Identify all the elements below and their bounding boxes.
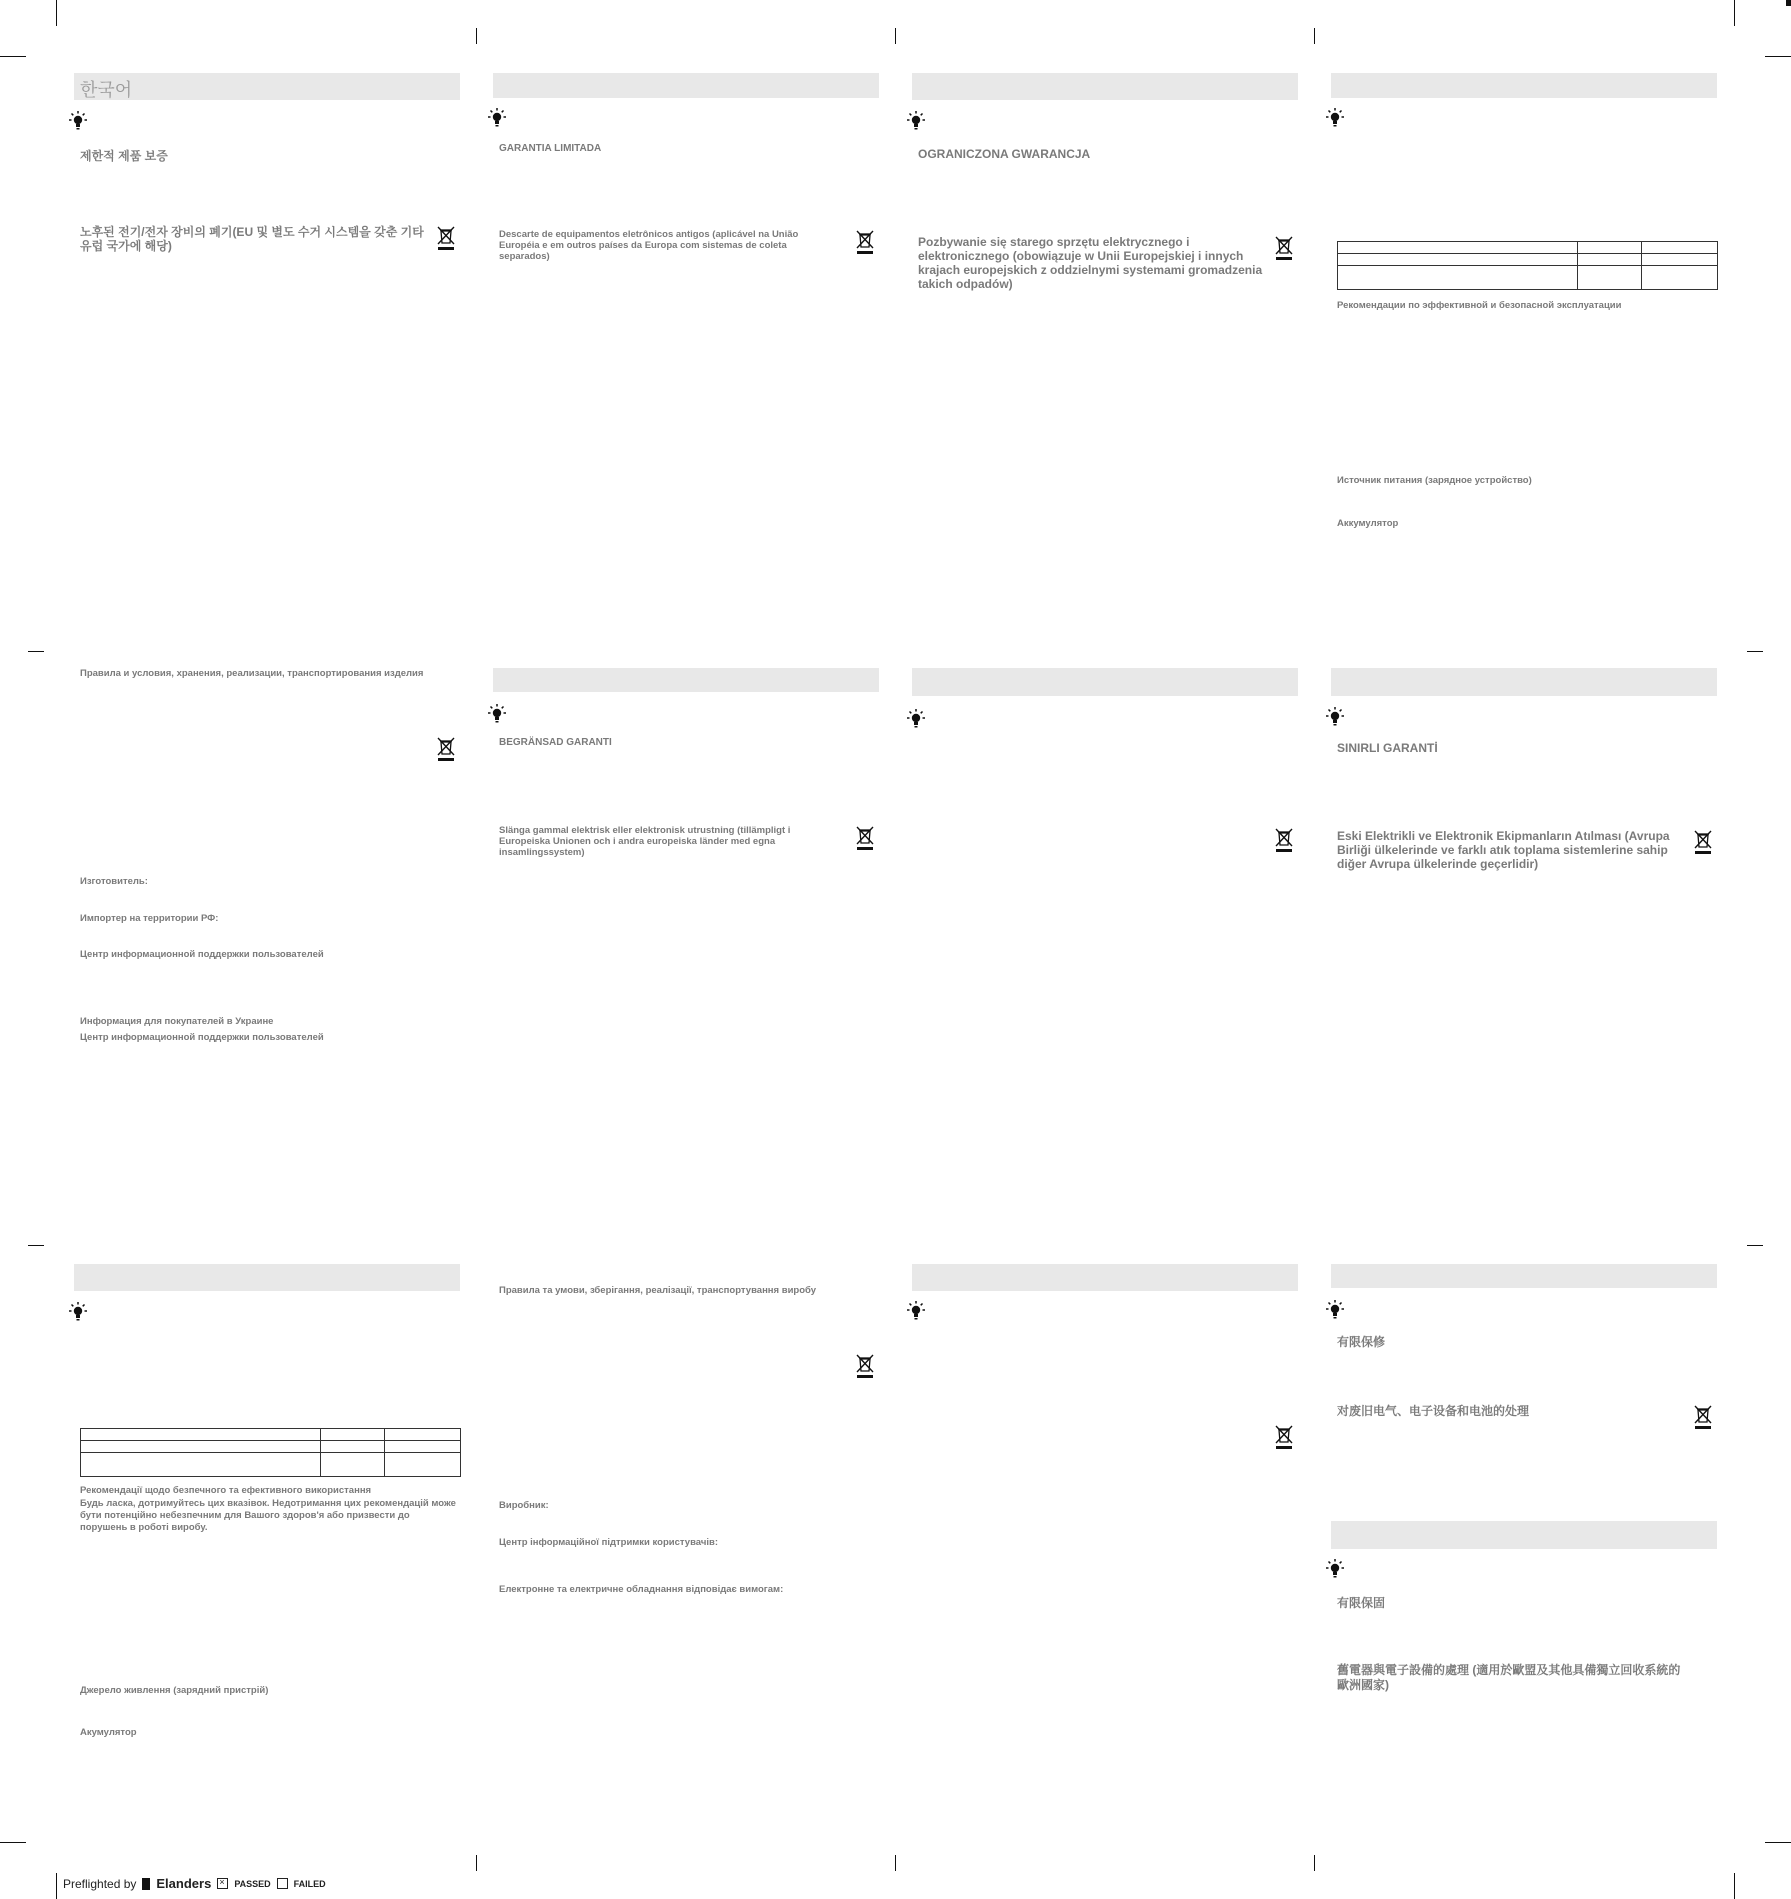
weee-bin-icon [1274, 827, 1294, 853]
disposal-title: Pozbywanie się starego sprzętu elektrycznego i elektronicznego (obowiązuje w Unii Europejskiej i innych krajach europejskich z oddzielnymi systemami gromadzenia takich odpadów) [918, 235, 1263, 291]
disposal-title: Slänga gammal elektrisk eller elektronisk utrustning (tillämpligt i Europeiska Unionen och i andra europeiska länder med egna insamlingssystem) [499, 825, 791, 858]
failed-label: FAILED [293, 1878, 326, 1889]
weee-bin-icon [855, 1353, 875, 1379]
section-header-ukrainian [74, 1264, 460, 1291]
lightbulb-icon [487, 107, 507, 129]
lightbulb-icon [1325, 706, 1345, 728]
disposal-title-simplified: 对废旧电气、电子设备和电池的处理 [1337, 1404, 1530, 1418]
lightbulb-icon [1325, 1299, 1345, 1321]
importer-label: Импортер на территории РФ: [80, 913, 219, 924]
power-source-title: Источник питания (зарядное устройство) [1337, 475, 1532, 486]
passed-checkbox: × [217, 1878, 228, 1889]
recommendations-body: Будь ласка, дотримуйтесь цих вказівок. Недотримання цих рекомендацій може бути потенційно небезпечним для Вашого здоров'я або призвести до порушень в роботі виробу. [80, 1498, 456, 1533]
support-center-label-2: Центр информационной поддержки пользователей [80, 1032, 324, 1043]
brand-name: Elanders [156, 1876, 212, 1891]
storage-rules-title: Правила та умови, зберігання, реалізації, транспортування виробу [499, 1285, 817, 1296]
weee-bin-icon [855, 229, 875, 255]
spec-table [80, 1428, 461, 1477]
weee-bin-icon [436, 225, 456, 251]
section-header-polish [912, 73, 1298, 100]
lightbulb-icon [1325, 1558, 1345, 1580]
disposal-title: Descarte de equipamentos eletrônicos antigos (aplicável na União Européia e em outros países da Europa com sistemas de coleta separados) [499, 229, 799, 262]
section-header-korean: 한국어 [74, 73, 460, 100]
spec-table [1337, 241, 1718, 290]
lightbulb-icon [906, 708, 926, 730]
lightbulb-icon [68, 1301, 88, 1323]
weee-bin-icon [436, 736, 456, 762]
weee-bin-icon [1274, 1424, 1294, 1450]
elanders-logo-icon [142, 1878, 150, 1890]
recommendations-title: Рекомендації щодо безпечного та ефективного використання [80, 1485, 372, 1496]
warranty-title-simplified: 有限保修 [1337, 1335, 1386, 1349]
lightbulb-icon [1325, 107, 1345, 129]
warranty-title-traditional: 有限保固 [1337, 1596, 1386, 1610]
warranty-title: GARANTIA LIMITADA [499, 143, 602, 154]
section-header-swedish [493, 668, 879, 692]
lightbulb-icon [487, 703, 507, 725]
preflight-footer [63, 1876, 326, 1891]
battery-title: Аккумулятор [1337, 518, 1399, 529]
lightbulb-icon [68, 110, 88, 132]
section-header-portuguese [493, 73, 879, 98]
recommendations-title: Рекомендации по эффективной и безопасной эксплуатации [1337, 300, 1622, 311]
power-source-title: Джерело живлення (зарядний пристрій) [80, 1685, 269, 1696]
support-center-label: Центр информационной поддержки пользователей [80, 949, 324, 960]
warranty-title: BEGRÄNSAD GARANTI [499, 737, 612, 748]
disposal-title: 노후된 전기/전자 장비의 폐기(EU 및 별도 수거 시스템을 갖춘 기타 유럽 국가에 해당) [80, 225, 424, 253]
weee-bin-icon [855, 825, 875, 851]
failed-checkbox [277, 1878, 288, 1889]
support-center-label: Центр інформаційної підтримки користувачів: [499, 1537, 718, 1548]
section-header [912, 1264, 1298, 1291]
disposal-title-traditional: 舊電器與電子設備的處理 (適用於歐盟及其他具備獨立回收系統的歐洲國家) [1337, 1663, 1681, 1692]
warranty-title: OGRANICZONA GWARANCJA [918, 147, 1091, 161]
section-header-turkish [1331, 668, 1717, 696]
manufacturer-label: Виробник: [499, 1500, 549, 1511]
passed-label: PASSED [234, 1878, 271, 1889]
warranty-title: SINIRLI GARANTİ [1337, 741, 1438, 755]
disposal-title: Eski Elektrikli ve Elektronik Ekipmanların Atılması (Avrupa Birliği ülkelerinde ve farklı atık toplama sistemlerine sahip diğer Avrupa ülkelerinde geçerlidir) [1337, 829, 1670, 871]
weee-bin-icon [1693, 829, 1713, 855]
preflighted-by-label: Preflighted by [63, 1876, 137, 1891]
weee-compliance-label: Електронне та електричне обладнання відповідає вимогам: [499, 1584, 784, 1595]
lightbulb-icon [906, 1300, 926, 1322]
weee-bin-icon [1274, 235, 1294, 261]
section-header-chinese-simplified [1331, 1264, 1717, 1288]
section-header [912, 668, 1298, 696]
warranty-title: 제한적 제품 보증 [80, 149, 168, 163]
ukraine-info-label: Информация для покупателей в Украине [80, 1016, 274, 1027]
weee-bin-icon [1693, 1404, 1713, 1430]
section-header-russian [1331, 73, 1717, 98]
storage-rules-title: Правила и условия, хранения, реализации, транспортирования изделия [80, 668, 424, 679]
manufacturer-label: Изготовитель: [80, 876, 148, 887]
battery-title: Акумулятор [80, 1727, 137, 1738]
section-header-chinese-traditional [1331, 1521, 1717, 1549]
lightbulb-icon [906, 110, 926, 132]
